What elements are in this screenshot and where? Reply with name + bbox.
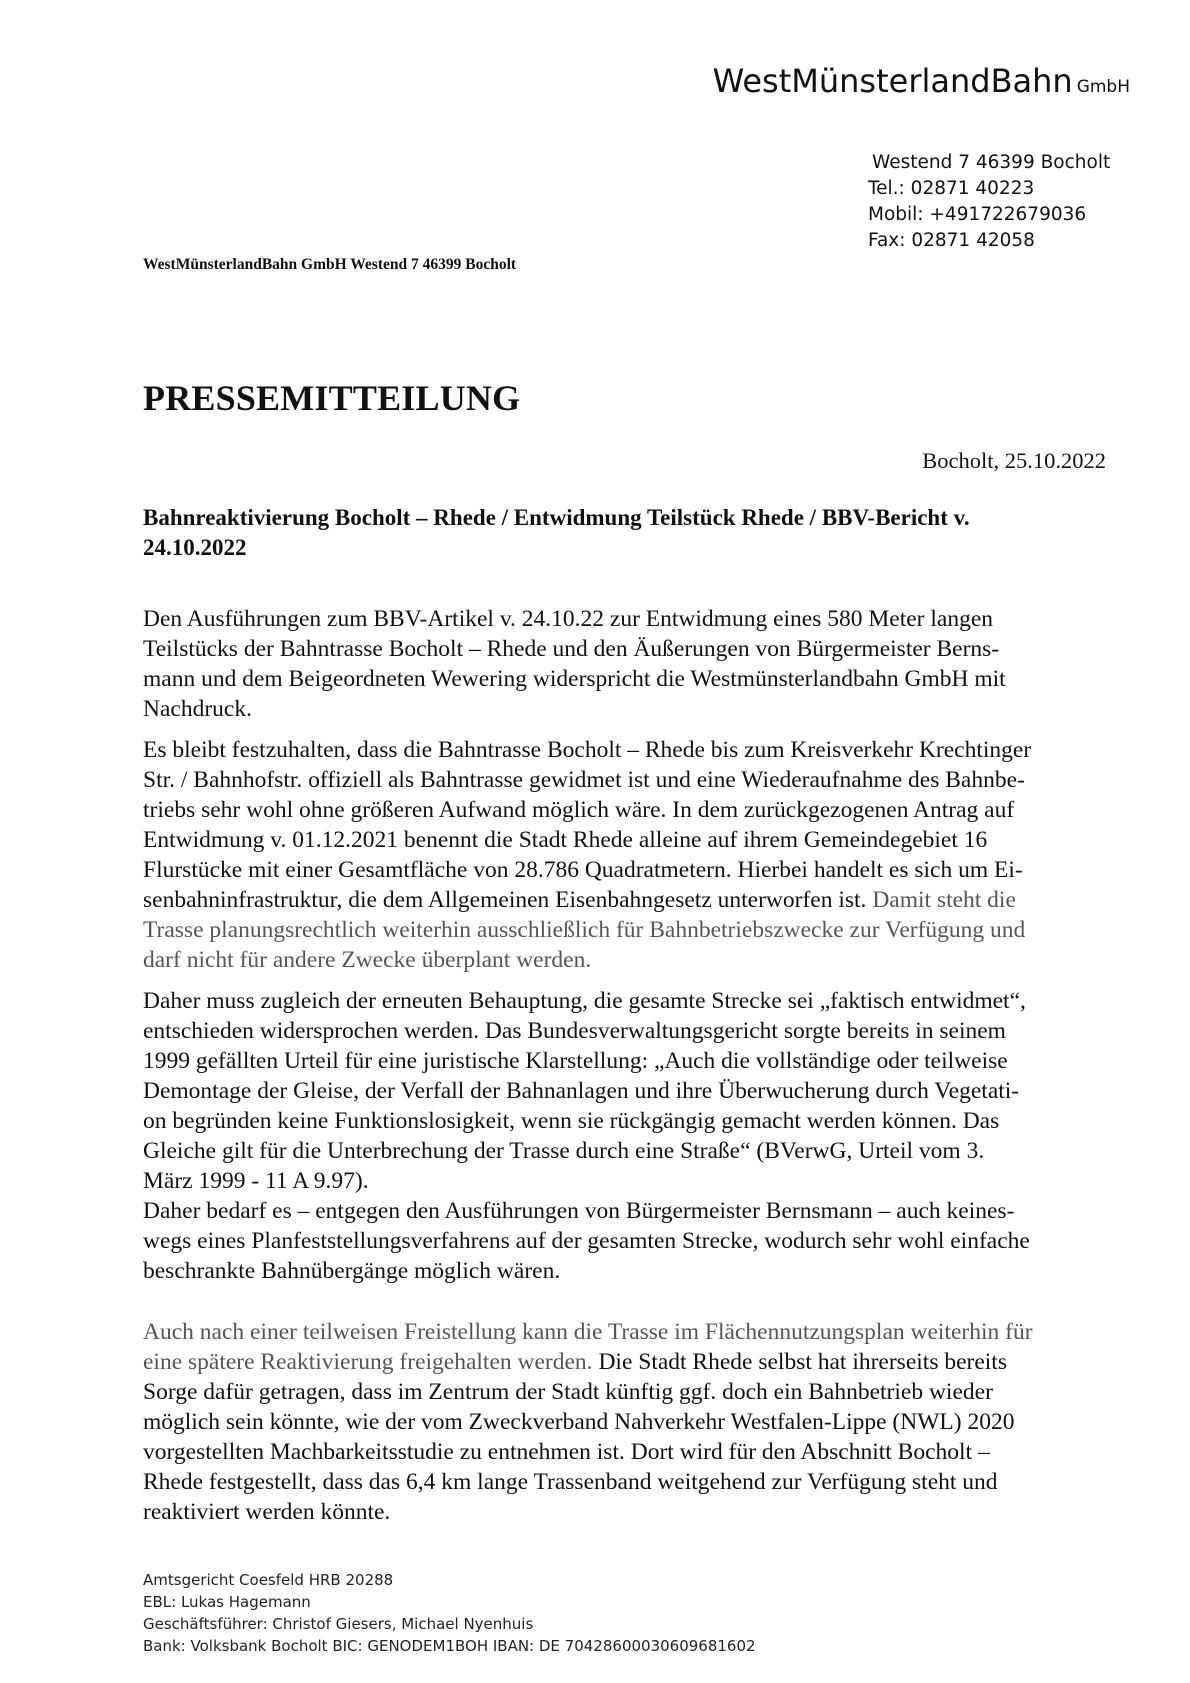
footer-ebl: EBL: Lukas Hagemann (143, 1593, 311, 1611)
line-text: Trasse planungsrechtlich weiterhin ausschließlich für Bahnbetriebszwecke zur Verfügung und (143, 917, 1026, 943)
company-name: WestMünsterlandBahn (712, 62, 1073, 100)
sender-line: WestMünsterlandBahn GmbH Westend 7 46399 Bocholt (143, 256, 517, 273)
footer-bank: Bank: Volksbank Bocholt BIC: GENODEM1BOH IBAN: DE 70428600030609681602 (143, 1637, 756, 1655)
line-text: Den Ausführungen zum BBV-Artikel v. 24.10.22 zur Entwidmung eines 580 Meter langen (143, 606, 993, 632)
body-text (143, 604, 1133, 1538)
paragraph-line (143, 1196, 1133, 1226)
line-text: Rhede festgestellt, dass das 6,4 km lange Trassenband weitgehend zur Verfügung steht und (143, 1469, 998, 1495)
paragraph-line (143, 855, 1133, 885)
line-text: 1999 gefällten Urteil für eine juristische Klarstellung: „Auch die vollständige oder teilweise (143, 1048, 1008, 1074)
line-text: eine spätere Reaktivierung freigehalten werden. (143, 1349, 593, 1375)
paragraph-line (143, 735, 1133, 765)
paragraph (143, 604, 1133, 724)
paragraph-line (143, 825, 1133, 855)
line-text: beschrankte Bahnübergänge möglich wären. (143, 1258, 561, 1284)
paragraph-line (143, 604, 1133, 634)
line-text: Nachdruck. (143, 696, 252, 722)
line-text: Gleiche gilt für die Unterbrechung der Trasse durch eine Straße“ (BVerwG, Urteil vom 3. (143, 1138, 985, 1164)
line-text: darf nicht für andere Zwecke überplant werden. (143, 947, 592, 973)
paragraph-line (143, 986, 1133, 1016)
paragraph-line (143, 1407, 1133, 1437)
paragraph-line (143, 1437, 1133, 1467)
subject-line: 24.10.2022 (143, 535, 247, 560)
paragraph-line (143, 1377, 1133, 1407)
line-text: Daher bedarf es – entgegen den Ausführungen von Bürgermeister Bernsmann – auch keines- (143, 1198, 1015, 1224)
line-text: reaktiviert werden könnte. (143, 1499, 391, 1525)
line-text-tail: Die Stadt Rhede selbst hat ihrerseits bereits (592, 1349, 1007, 1375)
line-text: möglich sein könnte, wie der vom Zweckverband Nahverkehr Westfalen-Lippe (NWL) 2020 (143, 1409, 1015, 1435)
paragraph-line (143, 795, 1133, 825)
company-brand (713, 62, 1130, 100)
paragraph-line (143, 1467, 1133, 1497)
line-text: mann und dem Beigeordneten Wewering widerspricht die Westmünsterlandbahn GmbH mit (143, 666, 1006, 692)
line-text: triebs sehr wohl ohne größeren Aufwand möglich wäre. In dem zurückgezogenen Antrag auf (143, 797, 1015, 823)
company-address-block (868, 150, 1110, 254)
document-date: Bocholt, 25.10.2022 (922, 448, 1106, 473)
paragraph-line (143, 765, 1133, 795)
line-text: senbahninfrastruktur, die dem Allgemeinen Eisenbahngesetz unterworfen ist. (143, 887, 867, 913)
paragraph (143, 735, 1133, 975)
paragraph-line (143, 634, 1133, 664)
line-text: Demontage der Gleise, der Verfall der Bahnanlagen und ihre Überwucherung durch Vegetati- (143, 1078, 1020, 1104)
paragraph-line (143, 1166, 1133, 1196)
paragraph-line (143, 1016, 1133, 1046)
paragraph-line (143, 664, 1133, 694)
paragraph-line (143, 1136, 1133, 1166)
line-text: Str. / Bahnhofstr. offiziell als Bahntrasse gewidmet ist und eine Wiederaufnahme des Bahnbe- (143, 767, 1025, 793)
line-text: Teilstücks der Bahntrasse Bocholt – Rhede und den Äußerungen von Bürgermeister Berns- (143, 636, 1000, 662)
paragraph-line (143, 1256, 1133, 1286)
paragraph-line (143, 1497, 1133, 1527)
line-text: vorgestellten Machbarkeitsstudie zu entnehmen ist. Dort wird für den Abschnitt Bocholt – (143, 1439, 990, 1465)
line-text: Auch nach einer teilweisen Freistellung kann die Trasse im Flächennutzungsplan weiterhin für (143, 1319, 1033, 1345)
line-text-tail: Damit steht die (866, 887, 1016, 913)
line-text: Sorge dafür getragen, dass im Zentrum der Stadt künftig ggf. doch ein Bahnbetrieb wieder (143, 1379, 993, 1405)
subject-heading (143, 503, 1103, 563)
paragraph-line (143, 1046, 1133, 1076)
footer-managers: Geschäftsführer: Christof Giesers, Michael Nyenhuis (143, 1615, 534, 1633)
footer (143, 1569, 756, 1657)
line-text: wegs eines Planfeststellungsverfahrens auf der gesamten Strecke, wodurch sehr wohl einfache (143, 1228, 1030, 1254)
line-text: Es bleibt festzuhalten, dass die Bahntrasse Bocholt – Rhede bis zum Kreisverkehr Krechtinger (143, 737, 1032, 763)
line-text: Flurstücke mit einer Gesamtfläche von 28.786 Quadratmetern. Hierbei handelt es sich um Ei- (143, 857, 1023, 883)
paragraph-line (143, 945, 1133, 975)
line-text: entschieden widersprochen werden. Das Bundesverwaltungsgericht sorgte bereits in seinem (143, 1018, 1006, 1044)
paragraph-line (143, 1317, 1133, 1347)
paragraph-line (143, 1226, 1133, 1256)
document-title: PRESSEMITTEILUNG (143, 378, 521, 418)
paragraph (143, 986, 1133, 1286)
paragraph-line (143, 1106, 1133, 1136)
subject-line: Bahnreaktivierung Bocholt – Rhede / Entwidmung Teilstück Rhede / BBV-Bericht v. (143, 505, 970, 530)
paragraph-line (143, 1347, 1133, 1377)
line-text: Daher muss zugleich der erneuten Behauptung, die gesamte Strecke sei „faktisch entwidmet“, (143, 988, 1026, 1014)
address-mobile: Mobil: +491722679036 (868, 204, 1087, 225)
paragraph-line (143, 1076, 1133, 1106)
paragraph-line (143, 694, 1133, 724)
address-fax: Fax: 02871 42058 (868, 230, 1035, 251)
line-text: Entwidmung v. 01.12.2021 benennt die Stadt Rhede alleine auf ihrem Gemeindegebiet 16 (143, 827, 988, 853)
line-text: März 1999 - 11 A 9.97). (143, 1168, 369, 1194)
company-suffix: GmbH (1076, 77, 1130, 97)
paragraph-line (143, 915, 1133, 945)
paragraph (143, 1317, 1133, 1527)
address-phone: Tel.: 02871 40223 (868, 178, 1035, 199)
line-text: on begründen keine Funktionslosigkeit, wenn sie rückgängig gemacht werden können. Das (143, 1108, 1000, 1134)
paragraph-line (143, 885, 1133, 915)
footer-court: Amtsgericht Coesfeld HRB 20288 (143, 1571, 394, 1589)
address-street: Westend 7 46399 Bocholt (872, 152, 1111, 173)
